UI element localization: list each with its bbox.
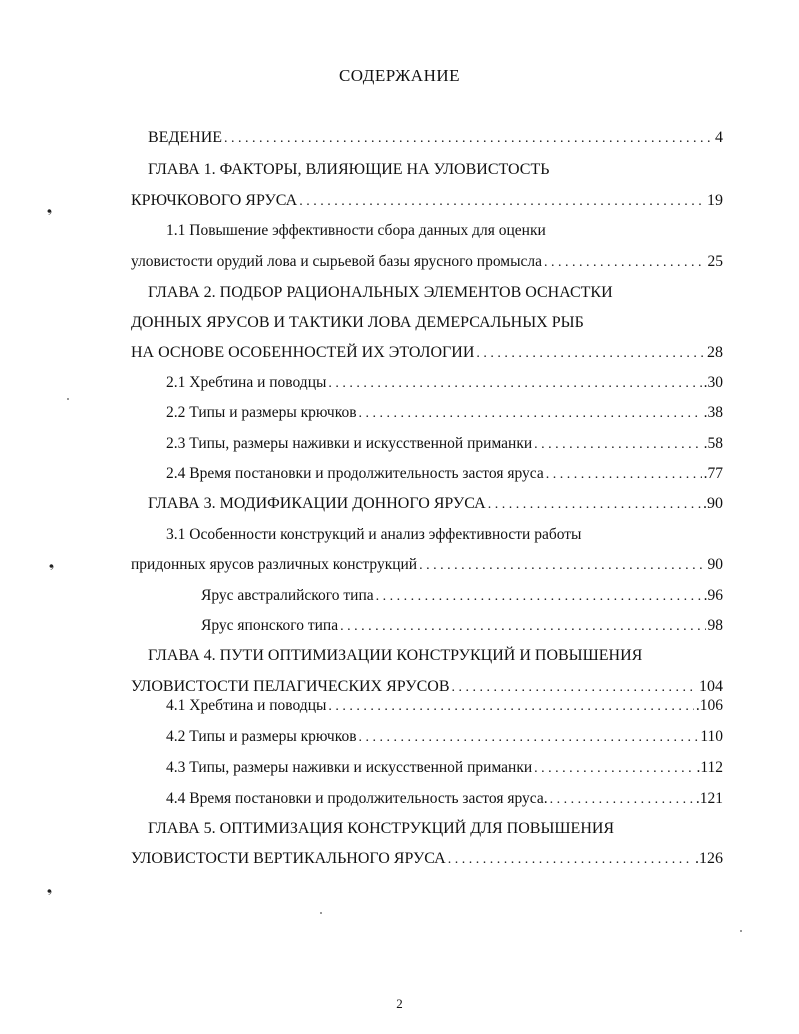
toc-entry: ГЛАВА 2. ПОДБОР РАЦИОНАЛЬНЫХ ЭЛЕМЕНТОВ ОСНАСТКИ — [148, 284, 613, 301]
leader-dots — [419, 556, 705, 576]
toc-entry: Ярус японского типа . . . 98 — [201, 616, 723, 637]
leader-dots — [359, 404, 702, 424]
toc-entry: 4.1 Хребтина и поводцы . . . .106 — [166, 696, 723, 717]
toc-entry: ДОННЫХ ЯРУСОВ И ТАКТИКИ ЛОВА ДЕМЕРСАЛЬНЫХ РЫБ — [131, 314, 584, 331]
toc-entry: ГЛАВА 3. МОДИФИКАЦИИ ДОННОГО ЯРУСА . . . .90 — [148, 494, 723, 515]
leader-dots — [448, 850, 693, 870]
scan-artifact-mark: ❟ — [44, 199, 53, 216]
toc-entry: НА ОСНОВЕ ОСОБЕННОСТЕЙ ИХ ЭТОЛОГИИ . . . 28 — [131, 343, 723, 364]
page-number: 2 — [396, 996, 403, 1011]
scan-artifact-mark: ❟ — [46, 554, 55, 571]
leader-dots — [340, 617, 705, 637]
leader-dots — [299, 192, 705, 212]
toc-entry: УЛОВИСТОСТИ ВЕРТИКАЛЬНОГО ЯРУСА . . . .126 — [131, 849, 723, 870]
leader-dots — [476, 344, 705, 364]
leader-dots — [224, 129, 713, 149]
toc-entry: УЛОВИСТОСТИ ПЕЛАГИЧЕСКИХ ЯРУСОВ . . . 104 — [131, 677, 723, 698]
toc-entry: 4.4 Время постановки и продолжительность застоя яруса. . . . .121 — [166, 789, 723, 810]
leader-dots — [359, 728, 699, 748]
leader-dots — [376, 587, 702, 607]
toc-entry: ГЛАВА 4. ПУТИ ОПТИМИЗАЦИИ КОНСТРУКЦИЙ И ПОВЫШЕНИЯ — [148, 647, 643, 664]
leader-dots — [546, 465, 702, 485]
leader-dots — [534, 435, 701, 455]
leader-dots — [488, 495, 701, 515]
scan-speck — [67, 398, 69, 400]
scan-artifact-mark: ❟ — [44, 879, 53, 896]
toc-entry: уловистости орудий лова и сырьевой базы ярусного промысла . . . 25 — [131, 252, 723, 273]
toc-title: СОДЕРЖАНИЕ — [338, 66, 461, 85]
toc-entry: 2.1 Хребтина и поводцы . . . .30 — [166, 373, 723, 394]
scan-speck — [320, 912, 322, 914]
toc-entry: 3.1 Особенности конструкций и анализ эффективности работы — [166, 526, 582, 543]
toc-entry: ВЕДЕНИЕ . . . 4 — [148, 128, 723, 149]
leader-dots — [550, 790, 694, 810]
toc-entry: ГЛАВА 1. ФАКТОРЫ, ВЛИЯЮЩИЕ НА УЛОВИСТОСТЬ — [148, 161, 550, 178]
leader-dots — [452, 678, 698, 698]
toc-entry: 2.2 Типы и размеры крючков . . . .38 — [166, 403, 723, 424]
leader-dots — [544, 253, 706, 273]
toc-entry: ГЛАВА 5. ОПТИМИЗАЦИЯ КОНСТРУКЦИЙ ДЛЯ ПОВЫШЕНИЯ — [148, 820, 615, 837]
leader-dots — [534, 759, 694, 779]
toc-entry: 2.3 Типы, размеры наживки и искусственной приманки . . . .58 — [166, 434, 723, 455]
toc-entry: придонных ярусов различных конструкций . . . 90 — [131, 555, 723, 576]
leader-dots — [328, 374, 701, 394]
toc-entry: 1.1 Повышение эффективности сбора данных для оценки — [166, 222, 546, 239]
scan-speck — [740, 930, 742, 932]
toc-entry: 2.4 Время постановки и продолжительность застоя яруса . . . .77 — [166, 464, 723, 485]
toc-entry: Ярус австралийского типа . . . .96 — [201, 586, 723, 607]
toc-entry: КРЮЧКОВОГО ЯРУСА . . . 19 — [131, 191, 723, 212]
leader-dots — [328, 697, 693, 717]
toc-entry: 4.2 Типы и размеры крючков . . . 110 — [166, 727, 723, 748]
toc-entry: 4.3 Типы, размеры наживки и искусственной приманки . . . .112 — [166, 758, 723, 779]
